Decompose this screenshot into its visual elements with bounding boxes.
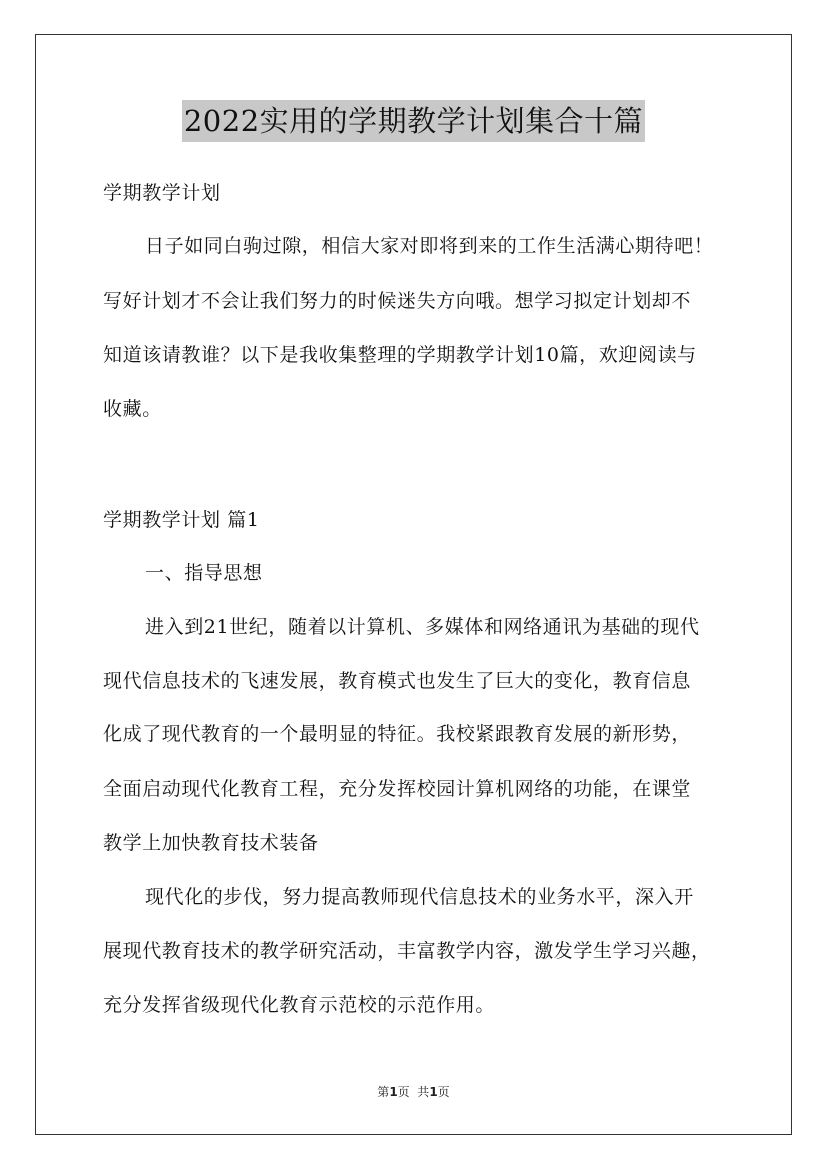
paragraph-line: 化成了现代教育的一个最明显的特征。我校紧跟教育发展的新形势， [103,723,692,745]
paragraph-line: 进入到21世纪，随着以计算机、多媒体和网络通讯为基础的现代 [145,616,700,638]
paragraph-line: 现代化的步伐，努力提高教师现代信息技术的业务水平，深入开 [145,886,694,908]
paragraph-line: 展现代教育技术的教学研究活动，丰富教学内容，激发学生学习兴趣， [103,940,711,962]
paragraph-line: 知道该请教谁？以下是我收集整理的学期教学计划10篇，欢迎阅读与 [103,344,697,366]
footer-page-prefix: 第 [377,1085,390,1099]
footer-page-suffix: 页 [437,1085,450,1099]
footer-total-pages: 1 [429,1085,438,1099]
paragraph-line: 教学上加快教育技术装备 [103,832,319,854]
title-container [0,100,827,142]
paragraph-line: 充分发挥省级现代化教育示范校的示范作用。 [103,994,496,1016]
page-footer [0,1083,827,1100]
paragraph-line: 收藏。 [103,398,162,420]
paragraph-line: 现代信息技术的飞速发展，教育模式也发生了巨大的变化，教育信息 [103,670,692,692]
section-heading: 学期教学计划 [103,182,221,204]
paragraph-line: 全面启动现代化教育工程，充分发挥校园计算机网络的功能，在课堂 [103,778,692,800]
document-title: 2022实用的学期教学计划集合十篇 [182,100,645,142]
section-heading: 学期教学计划 篇1 [103,509,260,531]
subsection-heading: 一、指导思想 [145,562,263,584]
footer-page-number: 1 [389,1085,398,1099]
paragraph-line: 写好计划才不会让我们努力的时候迷失方向哦。想学习拟定计划却不 [103,290,692,312]
paragraph-line: 日子如同白驹过隙，相信大家对即将到来的工作生活满心期待吧！ [145,235,714,257]
footer-page-mid: 页 共 [397,1085,430,1099]
